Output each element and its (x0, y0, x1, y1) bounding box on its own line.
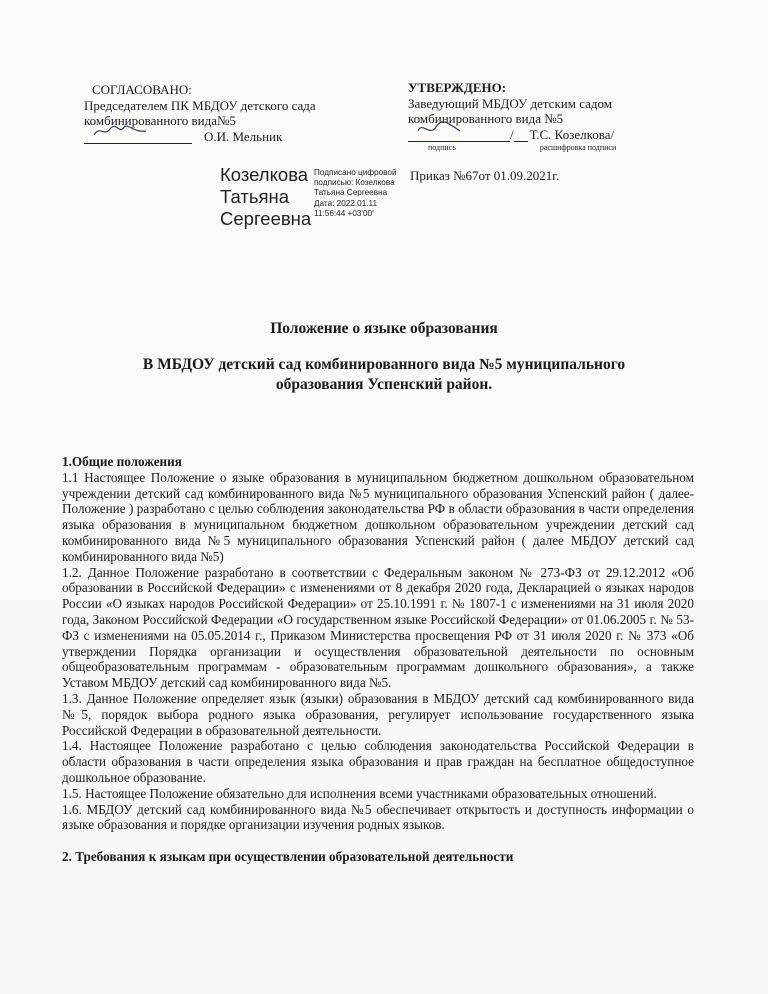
approval-left-name: О.И. Мельник (204, 128, 283, 144)
approval-left-line1: Председателем ПК МБДОУ детского сада (84, 97, 316, 113)
digital-signature-name: Козелкова Татьяна Сергеевна (220, 164, 312, 229)
paragraph-1-1: 1.1 Настоящее Положение о языке образования в муниципальном бюджетном дошкольном образовательном учреждении детский сад комбинированного вида №5 муниципального образования Успенский район ( далее- Положение ) разработано с целью соблюдения законодательства РФ в области образования в части определения языка образования в муниципальном бюджетном дошкольном образовательном учреждении детский сад комбинированного вида №5 муниципального образования Успенский район ( далее МБДОУ детский сад комбинированного вида №5) (62, 469, 694, 564)
paragraph-1-5: 1.5. Настоящее Положение обязательно для исполнения всеми участниками образовательных отношений. (62, 785, 657, 801)
document-subtitle: В МБДОУ детский сад комбинированного вида №5 муниципального образования Успенский район. (142, 356, 626, 393)
approval-right-line2: комбинированного вида №5 (408, 111, 564, 126)
approval-right-line1: Заведующий МБДОУ детским садом (408, 95, 612, 111)
digital-signature-info: Подписано цифровой подписью: Козелкова Татьяна Сергеевна Дата: 2022.01.11 11:56:44 +03'00' (314, 168, 397, 218)
approval-right-name: Т.С. Козелкова/ (529, 126, 615, 142)
approval-left-signature-line (84, 129, 384, 145)
approval-right-title: УТВЕРЖДЕНО: (408, 80, 507, 95)
signature-underline (84, 129, 192, 144)
document-title: Положение о языке образования (270, 320, 498, 337)
order-number: Приказ №67от 01.09.2021г. (410, 168, 560, 183)
caption-sign: подпись (428, 143, 456, 152)
document-body (62, 454, 694, 865)
section1-heading: 1.Общие положения (62, 454, 182, 469)
paragraph-1-6: 1.6. МБДОУ детский сад комбинированного вида №5 обеспечивает открытость и доступность информации о языке образования и порядке организации изучения родных языков. (62, 801, 694, 833)
handwritten-signature-icon (90, 121, 150, 141)
paragraph-1-2: 1.2. Данное Положение разработано в соответствии с Федеральным законом № 273-ФЗ от 29.12.2012 «Об образовании в Российской Федерации» с изменениями от 8 декабря 2020 года, Декларацией о языках народов России «О языках народов Российской Федерации» от 25.10.1991 г. № 1807-1 с изменениями на 31 июля 2020 года, Законом Российской Федерации «О государственном языке Российской Федерации» от 01.06.2005 г. № 53-ФЗ с изменениями на 05.05.2014 г., Приказом Министерства просвещения РФ от 31 июля 2020 г. № 373 «Об утверждении Порядка организации и осуществления образовательной деятельности по основным общеобразовательным программам - образовательным программам дошкольного образования», а также Уставом МБДОУ детский сад комбинированного вида №5. (62, 564, 694, 691)
approval-right (408, 80, 738, 152)
approval-right-captions (408, 143, 738, 152)
caption-decode: расшифровка подписи (539, 143, 617, 152)
paragraph-1-4: 1.4. Настоящее Положение разработано с целью соблюдения законодательства Российской Федерации в области образования в части определения языка образования и прав граждан на бесплатное общедоступное дошкольное образование. (62, 738, 694, 785)
signature-underline (408, 127, 510, 142)
approval-right-signature-line: / Т.С. Козелкова/ (408, 127, 738, 143)
approval-left (84, 82, 384, 144)
handwritten-signature-icon (414, 119, 464, 139)
paragraph-1-3: 1.3. Данное Положение определяет язык (языки) образования в МБДОУ детский сад комбинированного вида №5, порядок выбора родного языка образования, регулирует использование государственного языка Российской Федерации в образовательной деятельности. (62, 690, 694, 738)
section2-heading: 2. Требования к языкам при осуществлении образовательной деятельности (62, 848, 514, 864)
approval-left-title: СОГЛАСОВАНО: (92, 82, 192, 97)
approval-left-line2: комбинированного вида№5 (84, 113, 236, 128)
